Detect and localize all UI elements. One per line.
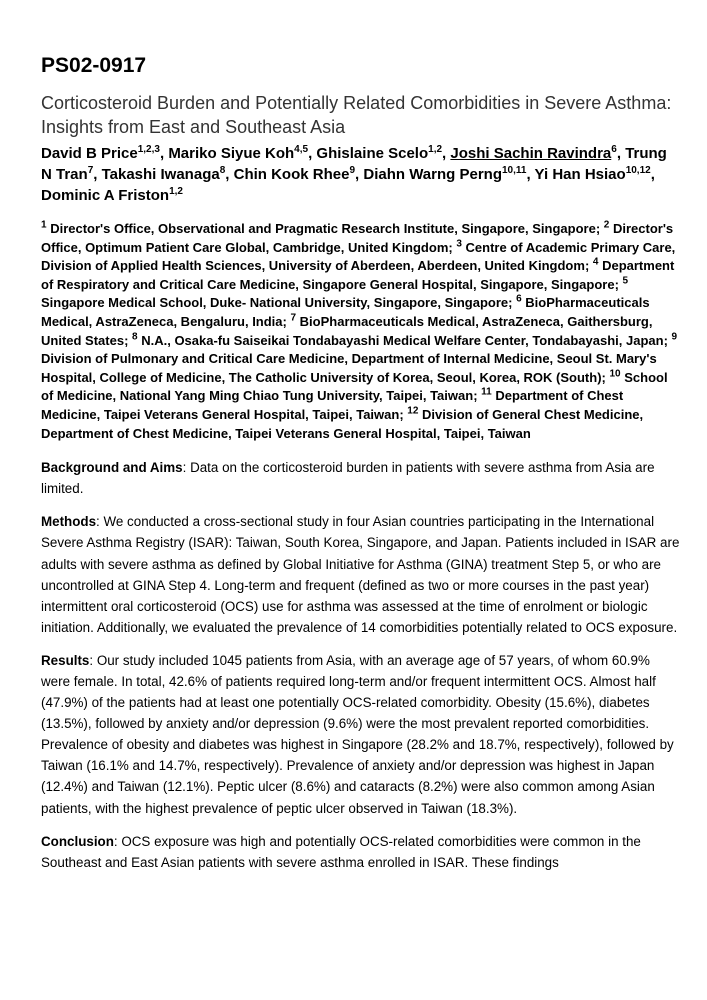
affiliation-number: 6 <box>516 294 522 306</box>
author-separator: , <box>650 166 655 183</box>
author-name: Dominic A Friston <box>41 187 170 204</box>
affiliation-number: 7 <box>290 312 297 324</box>
affiliation-text: School of Medicine, National Yang Ming Chiao Tung University, Taipei, Taiwan <box>41 369 668 404</box>
author-name: Chin Kook Rhee <box>233 166 350 183</box>
affiliation <box>132 333 671 348</box>
background-heading: Background and Aims <box>41 460 183 476</box>
author-name: David B Price <box>41 145 138 162</box>
author-affiliation-refs: 8 <box>219 165 226 176</box>
background-section <box>41 457 681 499</box>
author-separator: , <box>442 145 451 162</box>
conclusion-text: : OCS exposure was high and potentially OCS-related comorbidities were common in the Southeast and East Asian patients with severe asthma enrolled in ISAR. These findings <box>41 833 641 870</box>
affiliation-text: Centre of Academic Primary Care, Division of Applied Health Sciences, University of Aberdeen, Aberdeen, United Kingdom <box>41 239 676 274</box>
affiliation-number: 5 <box>622 275 629 287</box>
affiliation-number: 4 <box>592 256 599 268</box>
author-separator: , <box>159 145 169 162</box>
conclusion-section <box>41 831 681 873</box>
affiliation-number: 8 <box>132 331 138 343</box>
author-affiliation-refs: 7 <box>87 165 94 176</box>
presenting-author-name: Joshi Sachin Ravindra <box>450 145 612 162</box>
affiliation-text: Singapore Medical School, Duke- National University, Singapore, Singapore <box>41 295 509 311</box>
affiliation-separator: ; <box>508 295 517 311</box>
author-separator: , <box>616 145 626 162</box>
results-heading: Results <box>41 652 90 668</box>
author-affiliation-refs: 9 <box>349 165 356 176</box>
affiliation-text: Division of General Chest Medicine, Department of Chest Medicine, Taipei Veterans General Hospital, Taipei, Taiwan <box>41 406 644 441</box>
background-text: : Data on the corticosteroid burden in patients with severe asthma from Asia are limited. <box>41 460 655 497</box>
author <box>363 166 534 183</box>
affiliation-text: Director's Office, Optimum Patient Care Global, Cambridge, United Kingdom <box>41 221 674 255</box>
methods-section <box>41 511 681 638</box>
affiliation-separator: ; <box>473 388 482 404</box>
affiliation-separator: ; <box>595 221 604 236</box>
affiliation-number: 12 <box>407 405 419 417</box>
author <box>41 145 168 162</box>
methods-heading: Methods <box>41 514 97 530</box>
affiliation <box>41 221 604 236</box>
author-name: Trung N Tran <box>41 145 667 183</box>
abstract-title: Corticosteroid Burden and Potentially Related Comorbidities in Severe Asthma: Insights from East and Southeast Asia <box>41 93 672 137</box>
abstract-page <box>41 52 681 885</box>
affiliation-separator: ; <box>584 258 593 274</box>
author-list <box>41 143 681 206</box>
affiliation-text: Director's Office, Observational and Pragmatic Research Institute, Singapore, Singapore <box>50 221 596 236</box>
author-name: Takashi Iwanaga <box>101 166 220 183</box>
author-separator: , <box>93 166 102 183</box>
affiliation-number: 2 <box>603 219 610 231</box>
author-affiliation-refs: 4,5 <box>294 144 309 155</box>
author <box>168 145 316 162</box>
author-separator: , <box>526 166 535 183</box>
methods-text: : We conducted a cross-sectional study in four Asian countries participating in the International Severe Asthma Registry (ISAR): Taiwan, South Korea, Singapore, and Japan. Patients included in ISAR are adults with severe asthma as defined by Global Initiative for Asthma (GINA) treatment Step 5, or who are uncontrolled at GINA Step 4. Long-term and frequent (defined as two or more courses in the past year) intermittent oral corticosteroid (OCS) use for asthma was assessed at the time of enrolment or biologic initiation. Additionally, we evaluated the prevalence of 14 comorbidities potentially related to OCS exposure. <box>41 514 680 635</box>
author-affiliation-refs: 10,11 <box>501 165 527 176</box>
author-affiliation-refs: 1,2 <box>169 186 183 197</box>
author-separator: , <box>225 166 234 183</box>
author-affiliation-refs: 1,2 <box>428 144 443 155</box>
author <box>316 145 450 162</box>
author-separator: , <box>308 145 317 162</box>
author <box>102 166 234 183</box>
author-name: Ghislaine Scelo <box>316 145 429 162</box>
affiliation-separator: ; <box>614 276 623 292</box>
author-affiliation-refs: 1,2,3 <box>137 144 160 155</box>
author <box>535 166 655 183</box>
author-name: Mariko Siyue Koh <box>168 145 295 162</box>
affiliation-number: 9 <box>671 331 678 343</box>
conclusion-heading: Conclusion <box>41 833 114 849</box>
affiliation-list <box>41 220 681 443</box>
affiliation-text: Department of Chest Medicine, Taipei Veterans General Hospital, Taipei, Taiwan <box>41 388 624 422</box>
affiliation-separator: ; <box>124 332 133 348</box>
author <box>450 145 625 162</box>
affiliation-separator: ; <box>663 332 672 348</box>
affiliation-separator: ; <box>448 239 457 255</box>
affiliation-separator: ; <box>601 369 610 385</box>
author <box>234 166 364 183</box>
author-affiliation-refs: 6 <box>611 144 617 155</box>
author-affiliation-refs: 10,12 <box>625 165 651 176</box>
author-name: Yi Han Hsiao <box>534 166 626 183</box>
affiliation-text: BioPharmaceuticals Medical, AstraZeneca, Gaithersburg, United States <box>41 313 653 348</box>
affiliation-text: N.A., Osaka-fu Saiseikai Tondabayashi Medical Welfare Center, Tondabayashi, Japan <box>141 332 664 348</box>
author-separator: , <box>355 166 364 183</box>
affiliation-number: 1 <box>41 219 47 231</box>
results-text: : Our study included 1045 patients from Asia, with an average age of 57 years, of whom 60.9% were female. In total, 42.6% of patients required long-term and/or frequent intermittent OCS. Almost half (47.9%) of the patients had at least one potentially OCS-related comorbidity. Obesity (15.6%), diabetes (13.5%), followed by anxiety and/or depression (9.6%) were the most prevalent reported comorbidities. Prevalence of obesity and diabetes was highest in Singapore (28.2% and 18.7%, respectively), followed by Taiwan (16.1% and 14.7%, respectively). Prevalence of anxiety and/or depression was highest in Japan (12.4%) and Taiwan (12.1%). Peptic ulcer (8.6%) and cataracts (8.2%) were also common among Asian patients, with the highest prevalence of peptic ulcer observed in Taiwan (18.3%). <box>41 652 674 816</box>
affiliation-separator: ; <box>282 313 291 329</box>
affiliation-number: 11 <box>481 387 492 399</box>
results-section <box>41 650 681 819</box>
affiliation-number: 3 <box>456 238 462 250</box>
affiliation-text: Division of Pulmonary and Critical Care Medicine, Department of Internal Medicine, Seoul St. Mary's Hospital, College of Medicine, The Catholic University of Korea, Seoul, Korea, ROK (South) <box>41 351 657 385</box>
author-name: Diahn Warng Perng <box>363 166 502 183</box>
affiliation-text: Department of Respiratory and Critical Care Medicine, Singapore General Hospital, Singapore, Singapore <box>41 258 675 292</box>
author <box>41 187 183 204</box>
affiliation-text: BioPharmaceuticals Medical, AstraZeneca, Bengaluru, India <box>41 295 650 329</box>
affiliation-number: 10 <box>609 368 621 380</box>
abstract-id: PS02-0917 <box>41 54 147 77</box>
affiliation-separator: ; <box>399 406 408 422</box>
